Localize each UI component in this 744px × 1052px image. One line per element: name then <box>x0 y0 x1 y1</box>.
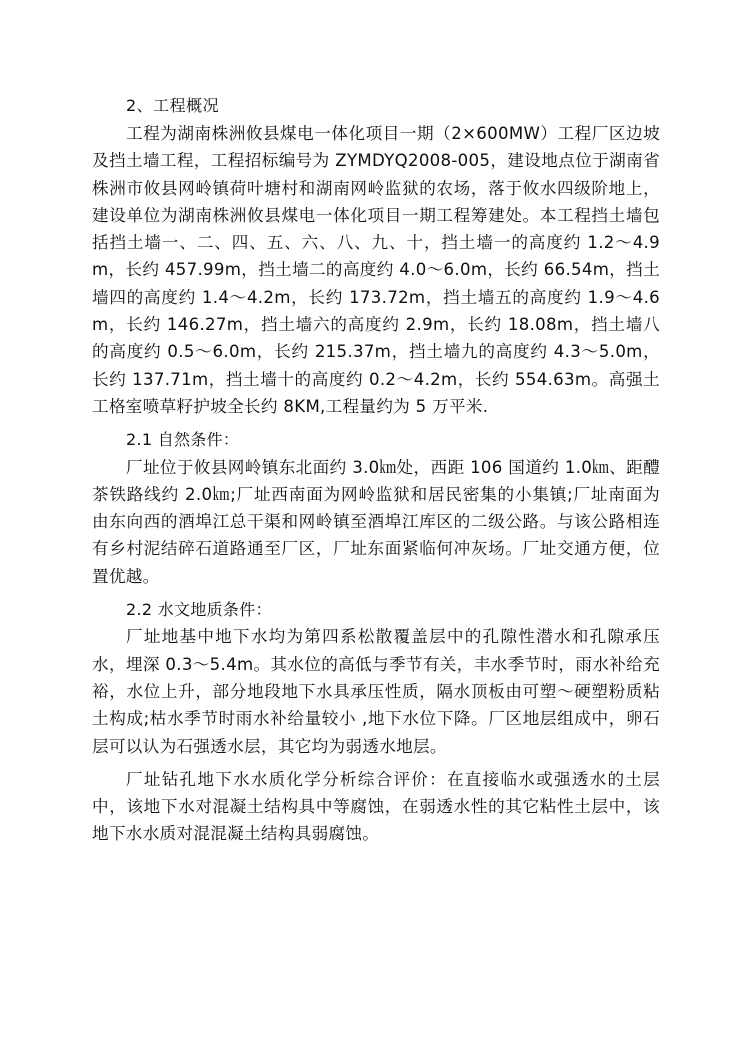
natural-conditions-title: 2.1 自然条件： <box>126 430 240 450</box>
hydro-conditions-title: 2.2 水文地质条件： <box>126 600 272 620</box>
natural-conditions-paragraph: 厂址位于攸县网岭镇东北面约 3.0㎞处，西距 106 国道约 1.0㎞、距醴茶铁路线约 2.0㎞;厂址西南面为网岭监狱和居民密集的小集镇;厂址南面为由东向西的酒埠江总干渠和网岭镇至酒埠江库区的二级公路。与该公路相连有乡村泥结碎石道路通至厂区，厂址东面紧临何冲灰场。厂址交通方便，位置优越。 <box>92 457 660 586</box>
overview-paragraph: 工程为湖南株洲攸县煤电一体化项目一期（2×600MW）工程厂区边坡及挡土墙工程，工程招标编号为 ZYMDYQ2008-005，建设地点位于湖南省株洲市攸县网岭镇荷叶塘村和湖南网岭监狱的农场，落于攸水四级阶地上，建设单位为湖南株洲攸县煤电一体化项目一期工程筹建处。本工程挡土墙包括挡土墙一、二、四、五、六、八、九、十，挡土墙一的高度约 1.2～4.9m，长约 457.99m，挡土墙二的高度约 4.0～6.0m，长约 66.54m，挡土墙四的高度约 1.4～4.2m，长约 173.72m，挡土墙五的高度约 1.9～4.6m，长约 146.27m，挡土墙六的高度约 2.9m，长约 18.08m，挡土墙八的高度约 0.5～6.0m，长约 215.37m，挡土墙九的高度约 4.3～5.0m，长约 137.71m，挡土墙十的高度约 0.2～4.2m，长约 554.63m。高强土工格室喷草籽护坡全长约 8KM,工程量约为 5 万平米. <box>92 124 660 416</box>
document-body <box>92 92 660 848</box>
section-title: 2、工程概况 <box>126 96 220 115</box>
hydro-paragraph-1: 厂址地基中地下水均为第四系松散覆盖层中的孔隙性潜水和孔隙承压水，埋深 0.3～5.4m。其水位的高低与季节有关，丰水季节时，雨水补给充裕，水位上升，部分地段地下水具承压性质，隔水顶板由可塑～硬塑粉质粘土构成;枯水季节时雨水补给量较小 ,地下水位下降。厂区地层组成中，卵石层可以认为石强透水层，其它均为弱透水地层。 <box>92 627 660 756</box>
hydro-paragraph-2: 厂址钻孔地下水水质化学分析综合评价：在直接临水或强透水的土层中，该地下水对混凝土结构具中等腐蚀，在弱透水性的其它粘性土层中，该地下水水质对混混凝土结构具弱腐蚀。 <box>92 769 660 844</box>
